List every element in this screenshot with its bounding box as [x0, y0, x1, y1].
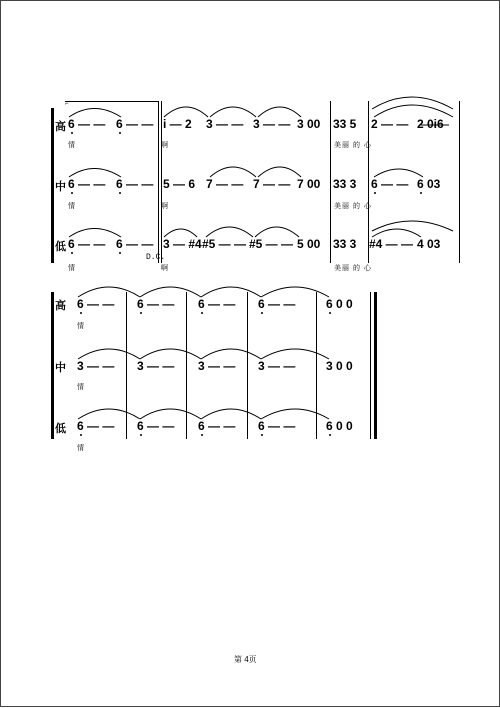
note-group: #5 — —: [249, 237, 294, 251]
note-group: #4 — —: [369, 237, 414, 251]
note-group: 3 00: [297, 117, 321, 131]
note-group: 33 3: [333, 237, 357, 251]
note-group: 6 — —: [198, 297, 236, 311]
note-group: 5 00: [297, 237, 321, 251]
note-group: 6 — —: [371, 177, 409, 191]
note-group: 7 — —: [206, 177, 244, 191]
note-group: 3 0 0: [326, 359, 353, 373]
lyric: 情: [77, 445, 85, 452]
note-group: 6 — —: [77, 419, 115, 433]
lyric: 情: [68, 203, 76, 210]
note-group: 3 — —: [198, 359, 236, 373]
note-group: 2 0i6: [417, 117, 444, 131]
lyric: 美丽 的 心: [334, 203, 372, 210]
note-group: 5 — 6: [163, 177, 196, 191]
note-group: 6 — —: [77, 297, 115, 311]
note-group: 4 03: [417, 237, 441, 251]
ties-system-2: [1, 1, 500, 708]
note-group: 33 5: [333, 117, 357, 131]
note-group: 6 — —: [68, 117, 106, 131]
note-group: 6 — —: [137, 419, 175, 433]
note-group: 3 — —: [77, 359, 115, 373]
note-group: 3 — —: [258, 359, 296, 373]
note-group: 3 — —: [137, 359, 175, 373]
lyric: 情: [77, 323, 85, 330]
note-group: 6 — —: [68, 177, 106, 191]
part-label-high: 高: [55, 300, 66, 312]
page-number: 第 4页: [234, 655, 257, 664]
note-group: 7 00: [297, 177, 321, 191]
lyric: 情: [77, 384, 85, 391]
part-label-mid: 中: [55, 181, 66, 193]
note-group: #5 — —: [202, 237, 247, 251]
lyric: 情: [68, 265, 76, 272]
note-group: 6 — —: [116, 177, 154, 191]
note-group: 3 — —: [253, 117, 291, 131]
note-group: 3 — —: [206, 117, 244, 131]
lyric: 美丽 的 心: [334, 265, 372, 272]
note-group: 6 — —: [116, 117, 154, 131]
lyric: 啊: [161, 142, 169, 149]
note-group: i — 2: [163, 117, 192, 131]
note-group: 33 3: [333, 177, 357, 191]
note-group: 6 — —: [116, 237, 154, 251]
part-label-mid: 中: [55, 362, 66, 374]
note-group: 6 0 0: [326, 297, 353, 311]
part-label-low: 低: [55, 241, 66, 253]
note-group: 6 — —: [137, 297, 175, 311]
dc-marking: D.C.: [146, 253, 166, 262]
part-label-high: 高: [55, 121, 66, 133]
note-group: 6 — —: [68, 237, 106, 251]
note-group: 6 — —: [258, 297, 296, 311]
note-group: 6 0 0: [326, 419, 353, 433]
lyric: 啊: [161, 265, 169, 272]
lyric: 啊: [161, 203, 169, 210]
part-label-low: 低: [55, 423, 66, 435]
note-group: 3 — #4: [163, 237, 202, 251]
note-group: 2 — —: [371, 117, 409, 131]
note-group: 6 03: [417, 177, 441, 191]
note-group: 6 — —: [258, 419, 296, 433]
note-group: 6 — —: [198, 419, 236, 433]
volta-mark: ⌐: [65, 101, 69, 107]
lyric: 情: [68, 142, 76, 149]
lyric: 美丽 的 心: [334, 142, 372, 149]
note-group: 7 — —: [253, 177, 291, 191]
